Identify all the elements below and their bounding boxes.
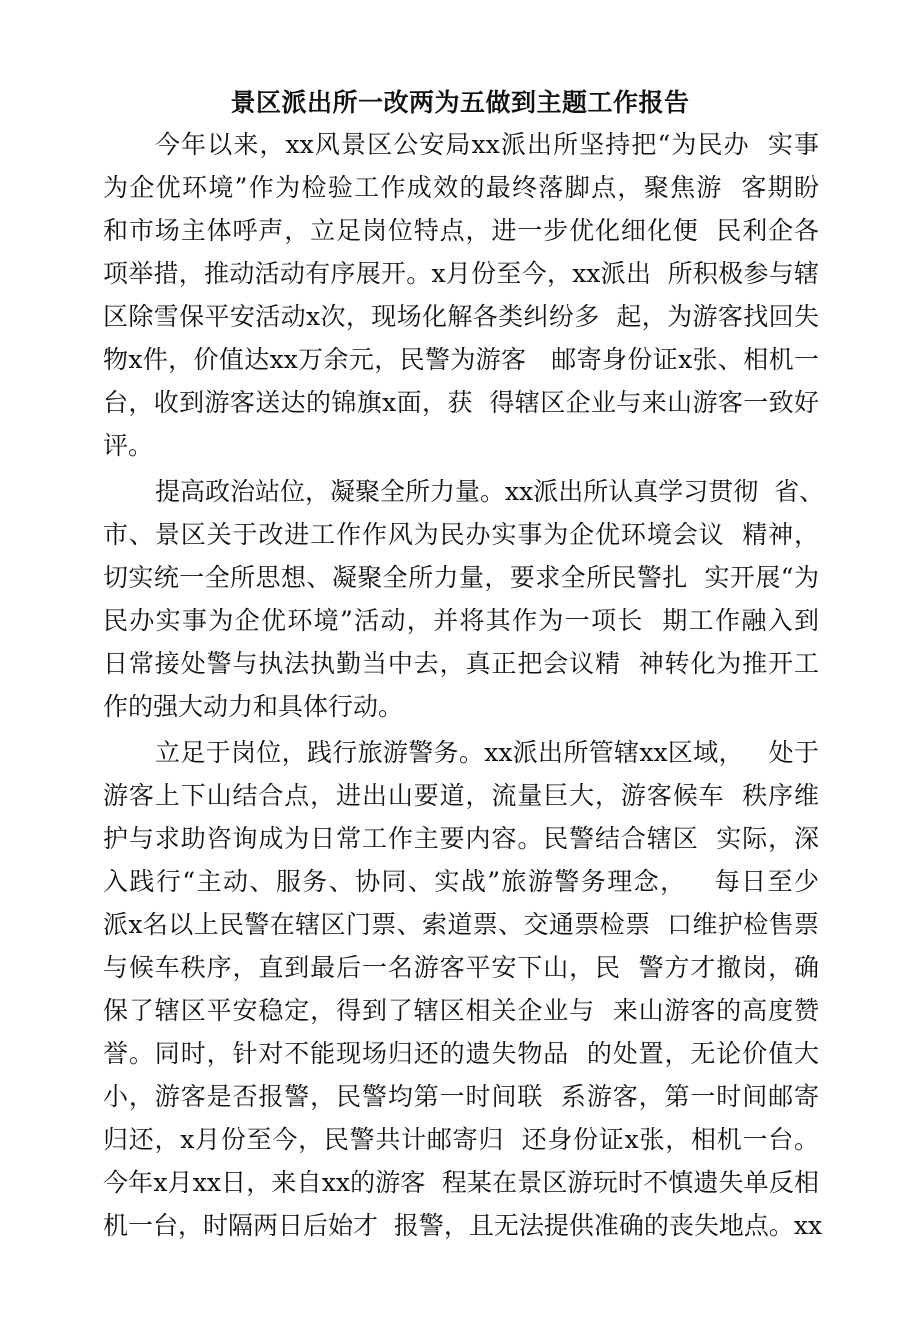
paragraph-line: 今年x月xx日，来自xx的游客 程某在景区游玩时不慎遗失单反相 <box>103 1168 819 1197</box>
paragraph-line: 项举措，推动活动有序展开。x月份至今，xx派出 所积极参与辖 <box>103 259 819 288</box>
paragraph-line: 与候车秩序，直到最后一名游客平安下山，民 警方才撤岗，确 <box>103 953 819 982</box>
page-title: 景区派出所一改两为五做到主题工作报告 <box>230 88 690 117</box>
paragraph-line: 立足于岗位，践行旅游警务。xx派出所管辖xx区域， 处于 <box>155 738 819 767</box>
paragraph-line: 作的强大动力和具体行动。 <box>103 692 404 721</box>
paragraph-line: 日常接处警与执法执勤当中去，真正把会议精 神转化为推开工 <box>103 649 819 678</box>
paragraph-line: 台，收到游客送达的锦旗x面，获 得辖区企业与来山游客一致好 <box>103 388 819 417</box>
paragraph-line: 提高政治站位，凝聚全所力量。xx派出所认真学习贯彻 省、 <box>155 477 825 506</box>
paragraph-line: 派x名以上民警在辖区门票、索道票、交通票检票 口维护检售票 <box>103 910 819 939</box>
paragraph-line: 机一台，时隔两日后始才 报警，且无法提供准确的丧失地点。xx <box>103 1211 823 1240</box>
paragraph-line: 评。 <box>103 431 154 460</box>
paragraph-line: 切实统一全所思想、凝聚全所力量，要求全所民警扎 实开展“为 <box>103 563 819 592</box>
paragraph-line: 入践行“主动、服务、协同、实战”旅游警务理念， 每日至少 <box>103 867 819 896</box>
paragraph-line: 誉。同时，针对不能现场归还的遗失物品 的处置，无论价值大 <box>103 1039 819 1068</box>
paragraph-line: 小，游客是否报警，民警均第一时间联 系游客，第一时间邮寄 <box>103 1082 819 1111</box>
paragraph-line: 今年以来，xx风景区公安局xx派出所坚持把“为民办 实事 <box>155 130 819 159</box>
paragraph-line: 归还，x月份至今，民警共计邮寄归 还身份证x张，相机一台。 <box>103 1125 819 1154</box>
paragraph-line: 游客上下山结合点，进出山要道，流量巨大，游客候车 秩序维 <box>103 781 819 810</box>
paragraph-line: 护与求助咨询成为日常工作主要内容。民警结合辖区 实际，深 <box>103 824 819 853</box>
paragraph-line: 物x件，价值达xx万余元，民警为游客 邮寄身份证x张、相机一 <box>103 345 819 374</box>
paragraph-line: 保了辖区平安稳定，得到了辖区相关企业与 来山游客的高度赞 <box>103 996 819 1025</box>
paragraph-line: 和市场主体呼声，立足岗位特点，进一步优化细化便 民利企各 <box>103 216 819 245</box>
paragraph-line: 为企优环境”作为检验工作成效的最终落脚点，聚焦游 客期盼 <box>103 173 819 202</box>
paragraph-line: 区除雪保平安活动x次，现场化解各类纠纷多 起，为游客找回失 <box>103 302 819 331</box>
paragraph-line: 民办实事为企优环境”活动，并将其作为一项长 期工作融入到 <box>103 606 819 635</box>
paragraph-line: 市、景区关于改进工作作风为民办实事为企优环境会议 精神， <box>103 520 819 549</box>
